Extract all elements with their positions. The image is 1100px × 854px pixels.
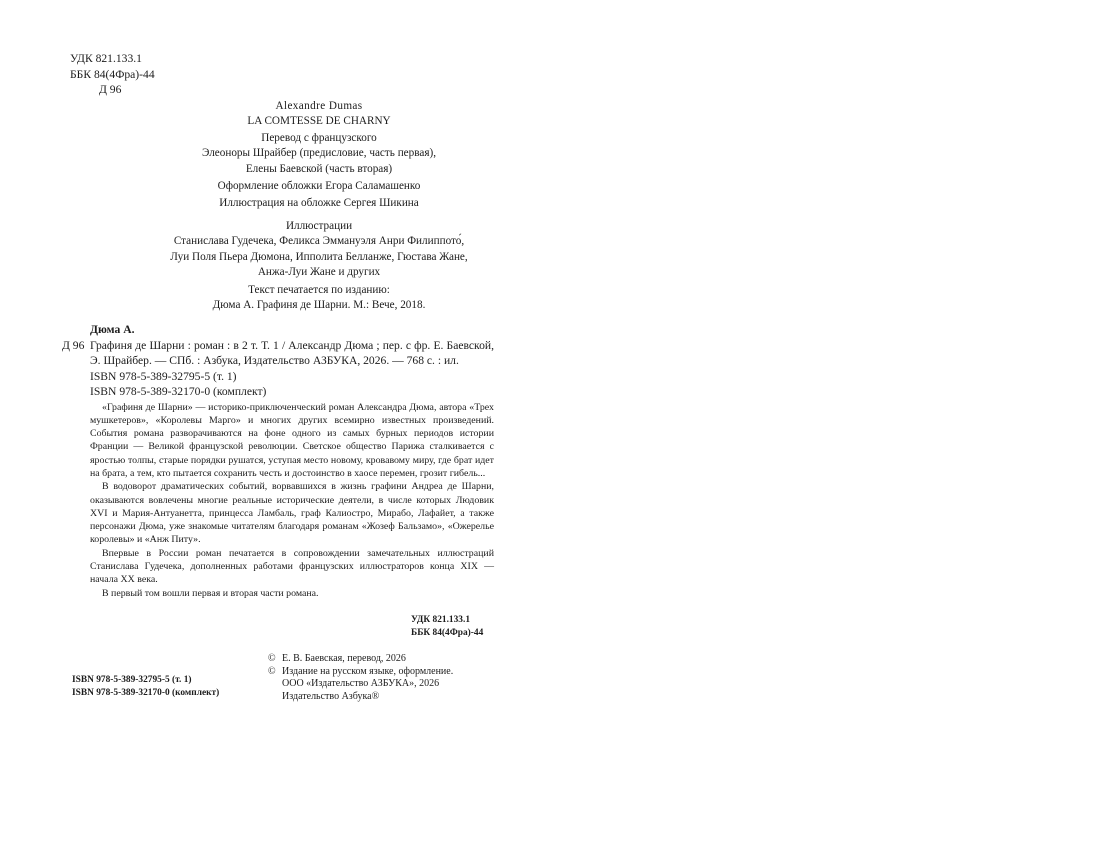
udc-code: УДК 821.133.1 [70, 52, 142, 65]
illustrators-line: Анжа-Луи Жане и других [257, 266, 381, 279]
bbk-code: ББК 84(4Фра)-44 [70, 67, 155, 81]
copyright-line: Издательство Азбука® [282, 690, 380, 702]
copyright-line: Е. В. Баевская, перевод, 2026 [282, 653, 406, 664]
bottom-classification-codes [411, 614, 483, 640]
annotation-paragraph: «Графиня де Шарни» — историко-приключенческий роман Александра Дюма, автора «Трех мушкетеров», «Королевы Марго» и многих других всемирно известных произведений. События романа разворачиваются на фоне одного из самых бурных периодов истории Франции — Великой французской революции. Светское общество Парижа сталкивается с яростью толпы, старые порядки рушатся, уступая место новому, кровавому миру, где брат идет на брата, а тем, кто пытается сохранить честь и достоинство в хаосе перемен, грозит гибель... [90, 401, 494, 479]
original-author: Alexandre Dumas [275, 100, 363, 112]
translation-line: Перевод с французского [261, 132, 377, 144]
copyright-block [268, 653, 453, 666]
isbn-volume: ISBN 978-5-389-32795-5 (т. 1) [90, 369, 237, 383]
copyright-symbol: © [268, 653, 276, 664]
author-sign: Д 96 [99, 83, 122, 97]
copyright-line: Издание на русском языке, оформление. [282, 665, 454, 677]
translation-credit [150, 131, 488, 177]
bottom-udc: УДК 821.133.1 [411, 615, 471, 625]
illustrators-credit [150, 219, 488, 281]
record-entry [62, 338, 494, 369]
bibliographic-record [62, 322, 494, 600]
translation-line: Элеоноры Шрайбер (предисловие, часть первая), [201, 147, 437, 160]
annotation-paragraph: В первый том вошли первая и вторая части романа. [102, 587, 319, 599]
bottom-isbn-set: ISBN 978-5-389-32170-0 (комплект) [72, 688, 220, 698]
source-edition [150, 283, 488, 314]
cover-design-credit: Оформление обложки Егора Саламашенко [217, 180, 421, 192]
source-heading: Текст печатается по изданию: [248, 284, 390, 296]
record-entry-text: Графиня де Шарни : роман : в 2 т. Т. 1 / Александр Дюма ; пер. с фр. Е. Баевской, Э. Шрайбер. — СПб. : Азбука, Издательство АЗБУКА, 2026. — 768 с. : ил. [90, 338, 494, 367]
illustrators-line: Луи Поля Пьера Дюмона, Ипполита Белланже, Гюстава Жане, [170, 250, 468, 263]
classification-codes [70, 51, 155, 98]
translation-line: Елены Баевской (часть вторая) [245, 162, 393, 175]
copyright-block [268, 666, 453, 704]
original-title: LA COMTESSE DE CHARNY [247, 115, 391, 128]
illustrators-line: Станислава Гудечека, Феликса Эммануэля Анри Филиппото́, [173, 235, 465, 248]
isbn-set: ISBN 978-5-389-32170-0 (комплект) [90, 385, 267, 398]
record-mark: Д 96 [62, 338, 85, 352]
bottom-isbns [72, 674, 219, 700]
annotation-paragraph: В водоворот драматических событий, ворвавшихся в жизнь графини Андреа де Шарни, оказываются вовлечены многие реальные исторические деятели, в числе которых Людовик XVI и Мария-Антуанетта, принцесса Ламбаль, граф Калиостро, Мирабо, Лафайет, а также персонажи Дюма, уже знакомые читателям благодаря романам «Жозеф Бальзамо», «Ожерелье королевы» и «Анж Питу». [90, 481, 494, 546]
bottom-isbn-volume: ISBN 978-5-389-32795-5 (т. 1) [72, 675, 192, 685]
original-credit [150, 99, 488, 130]
preface-page [550, 0, 1100, 783]
bottom-bbk: ББК 84(4Фра)-44 [411, 628, 484, 638]
annotation-paragraph: Впервые в России роман печатается в сопровождении замечательных иллюстраций Станислава Гудечека, дополненных работами французских иллюстраторов конца XIX — начала XX века. [90, 547, 494, 586]
imprint-page [0, 0, 550, 783]
annotation [62, 401, 494, 600]
copyright-notice [268, 653, 453, 703]
cover-illustration-credit: Иллюстрация на обложке Сергея Шикина [219, 197, 419, 209]
illustrations-heading: Иллюстрации [285, 220, 353, 232]
source-text: Дюма А. Графиня де Шарни. М.: Вече, 2018. [212, 299, 426, 312]
copyright-symbol: © [268, 665, 276, 677]
copyright-line: ООО «Издательство АЗБУКА», 2026 [282, 678, 440, 690]
record-author: Дюма А. [90, 323, 135, 336]
